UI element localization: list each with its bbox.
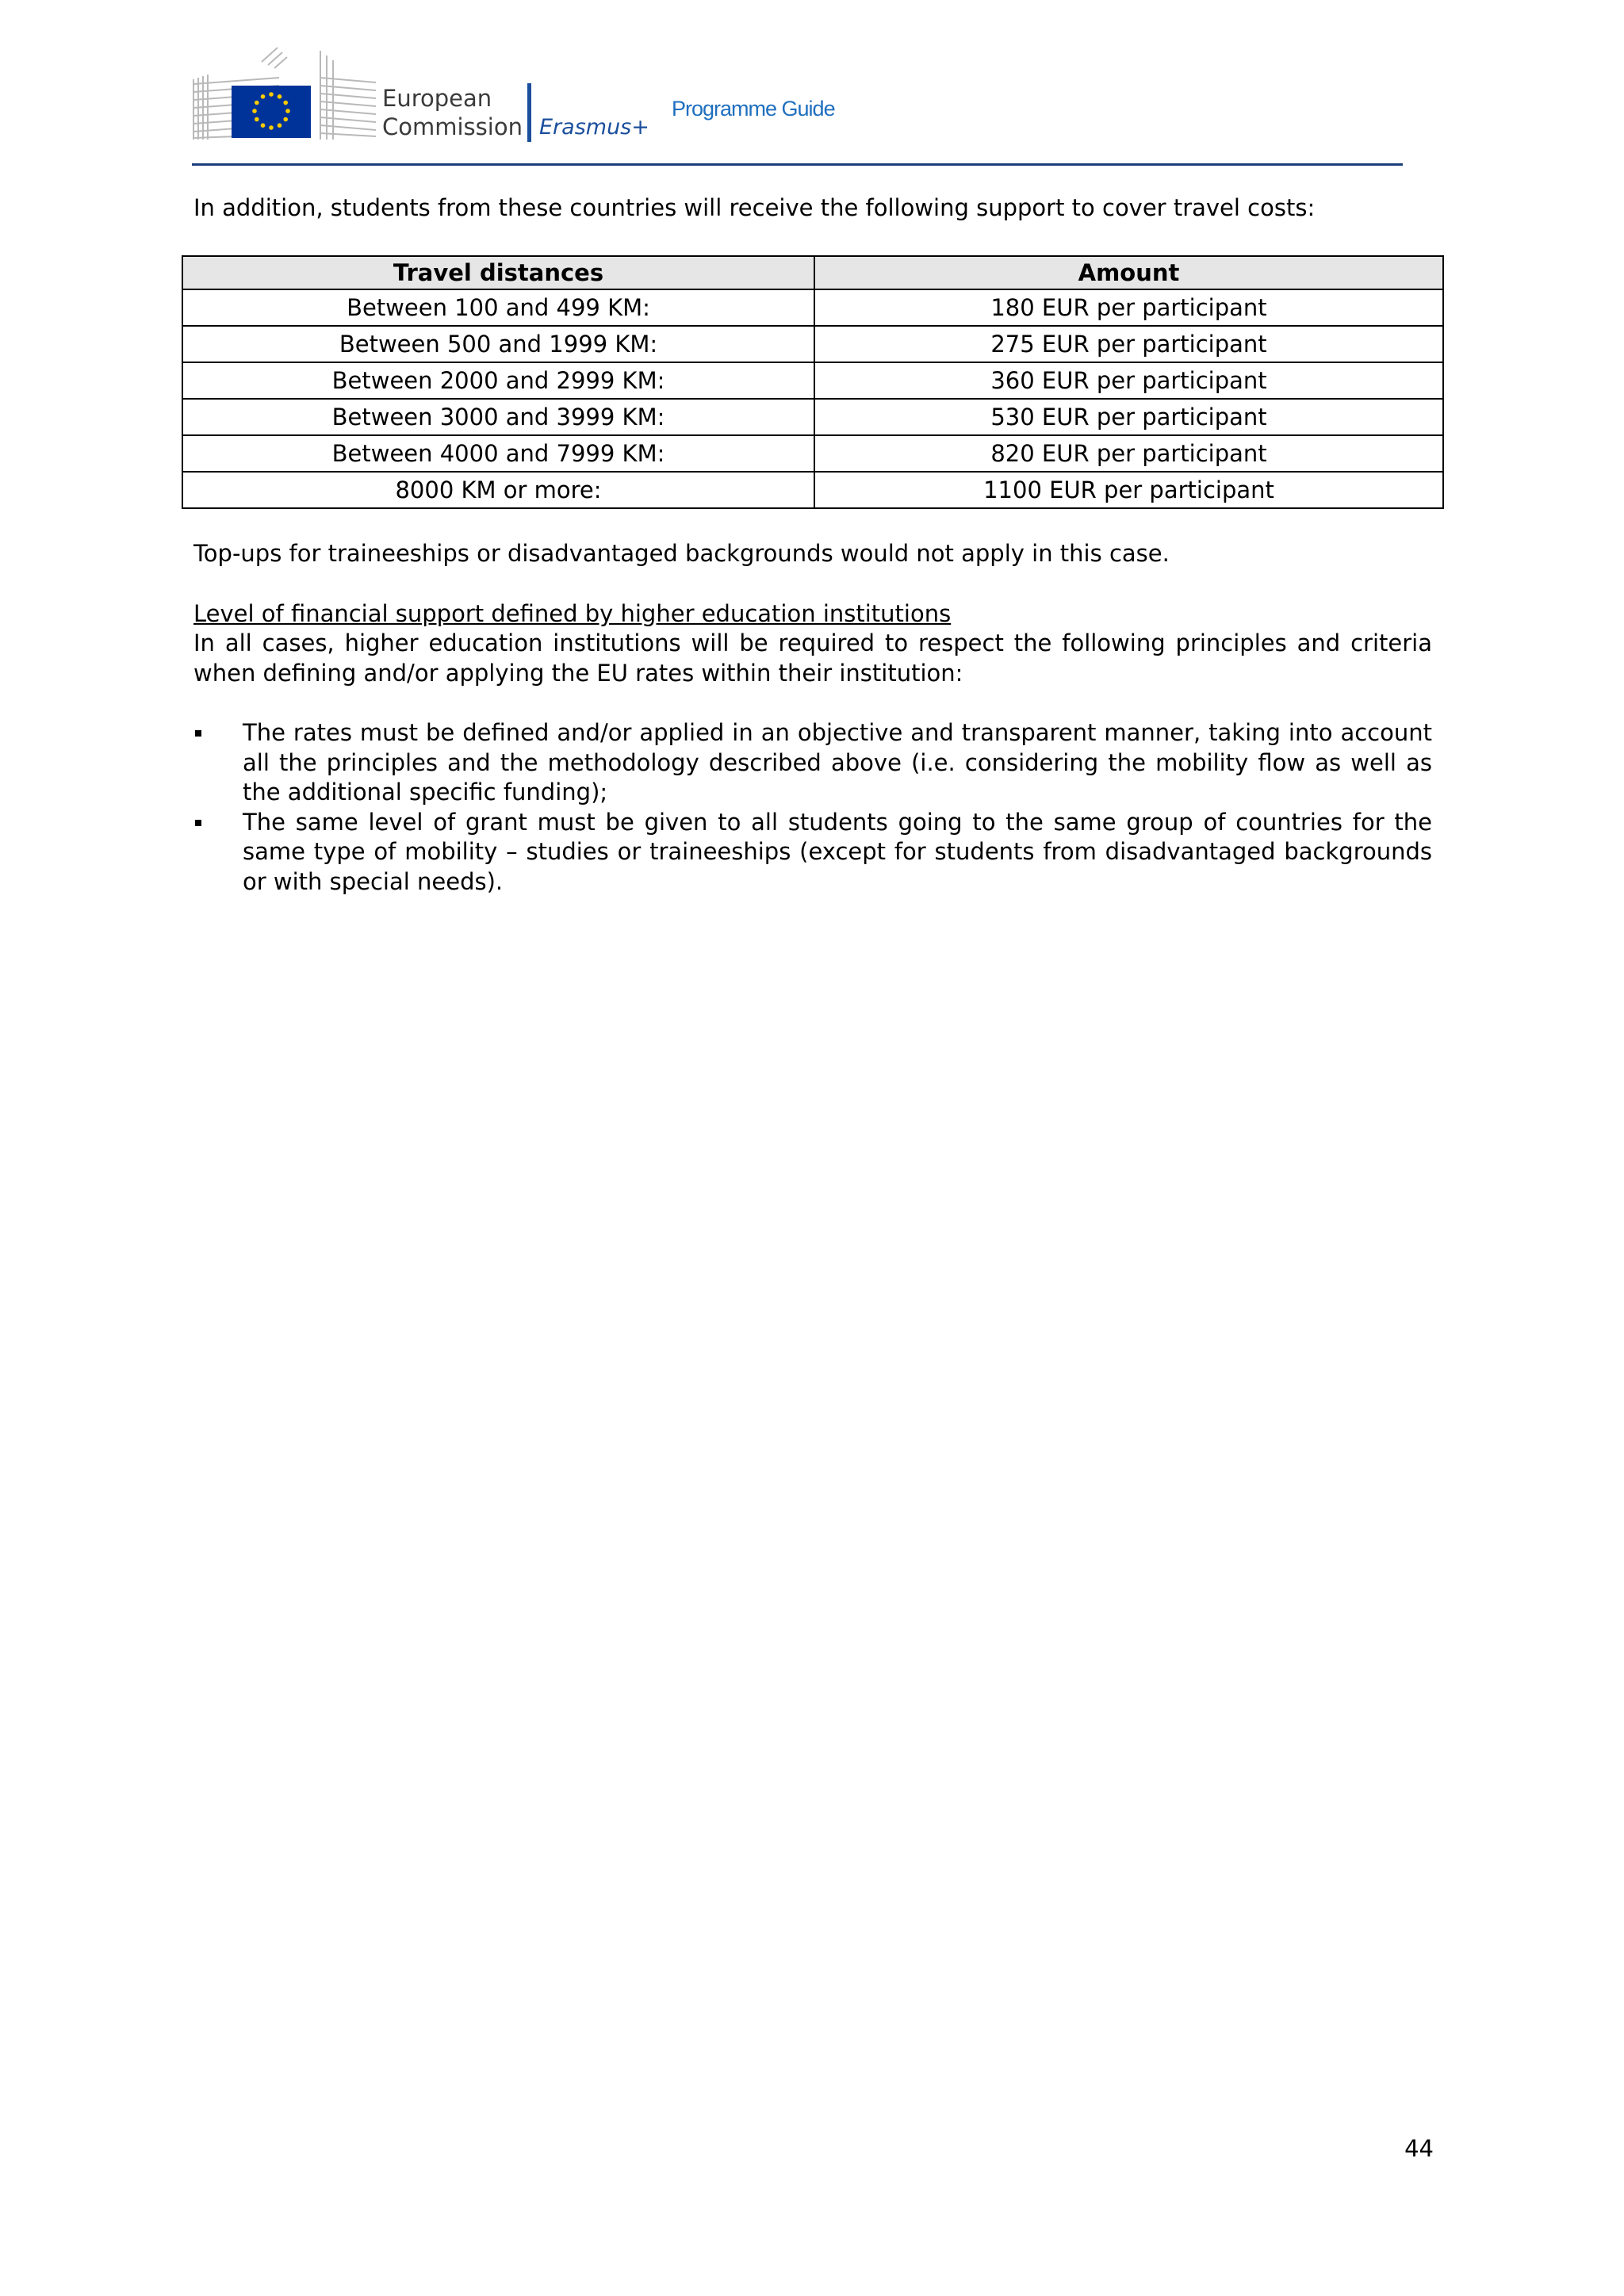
table-row [182,289,1443,326]
travel-support-table [182,255,1444,509]
page-number: 44 [1404,2135,1434,2162]
table-row [182,435,1443,472]
section-heading: Level of financial support defined by higher education institutions [193,599,952,627]
logo-line-commission: Commission [382,113,523,140]
table-row [182,399,1443,435]
logo-divider [527,83,531,142]
intro-paragraph: In addition, students from these countries will receive the following support to cover travel costs: [193,194,1316,221]
amount-cell: 180 EUR per participant [814,289,1443,326]
distance-cell: Between 100 and 499 KM: [182,289,814,326]
table-row [182,326,1443,362]
header-travel-distances: Travel distances [182,256,814,289]
logo-wordmark [382,84,523,141]
distance-cell: Between 500 and 1999 KM: [182,326,814,362]
list-item [193,808,1432,897]
table-row [182,362,1443,399]
amount-cell: 275 EUR per participant [814,326,1443,362]
table-row [182,472,1443,508]
european-commission-logo [192,46,648,145]
list-item-text: The rates must be defined and/or applied in an objective and transparent manner, taking into account all the principles and the methodology described above (i.e. considering the mobility flow as well as the additional specific funding); [243,719,1432,806]
distance-cell: Between 2000 and 2999 KM: [182,362,814,399]
page-header [192,46,1403,165]
amount-cell: 1100 EUR per participant [814,472,1443,508]
section-paragraph: In all cases, higher education institutions will be required to respect the following principles and criteria when defining and/or applying the EU rates within their institution: [193,629,1432,687]
topups-note: Top-ups for traineeships or disadvantaged backgrounds would not apply in this case. [193,540,1170,567]
logo-line-european: European [382,85,492,112]
distance-cell: Between 3000 and 3999 KM: [182,399,814,435]
square-bullet-icon [195,730,201,737]
header-amount: Amount [814,256,1443,289]
distance-cell: Between 4000 and 7999 KM: [182,435,814,472]
commission-building-logo-icon [192,46,382,141]
erasmus-plus-label: Erasmus+ [539,115,649,140]
list-item [193,718,1432,808]
body-text [193,539,1432,897]
programme-guide-title: Programme Guide [672,97,835,121]
distance-cell: 8000 KM or more: [182,472,814,508]
amount-cell: 530 EUR per participant [814,399,1443,435]
table-header-row [182,256,1443,289]
header-divider [192,163,1403,166]
criteria-list [193,718,1432,897]
square-bullet-icon [195,820,201,826]
amount-cell: 820 EUR per participant [814,435,1443,472]
list-item-text: The same level of grant must be given to all students going to the same group of countries for the same type of mobility – studies or traineeships (except for students from disadvantaged backgrounds or with special needs). [243,808,1432,895]
amount-cell: 360 EUR per participant [814,362,1443,399]
page-content [193,193,1432,895]
